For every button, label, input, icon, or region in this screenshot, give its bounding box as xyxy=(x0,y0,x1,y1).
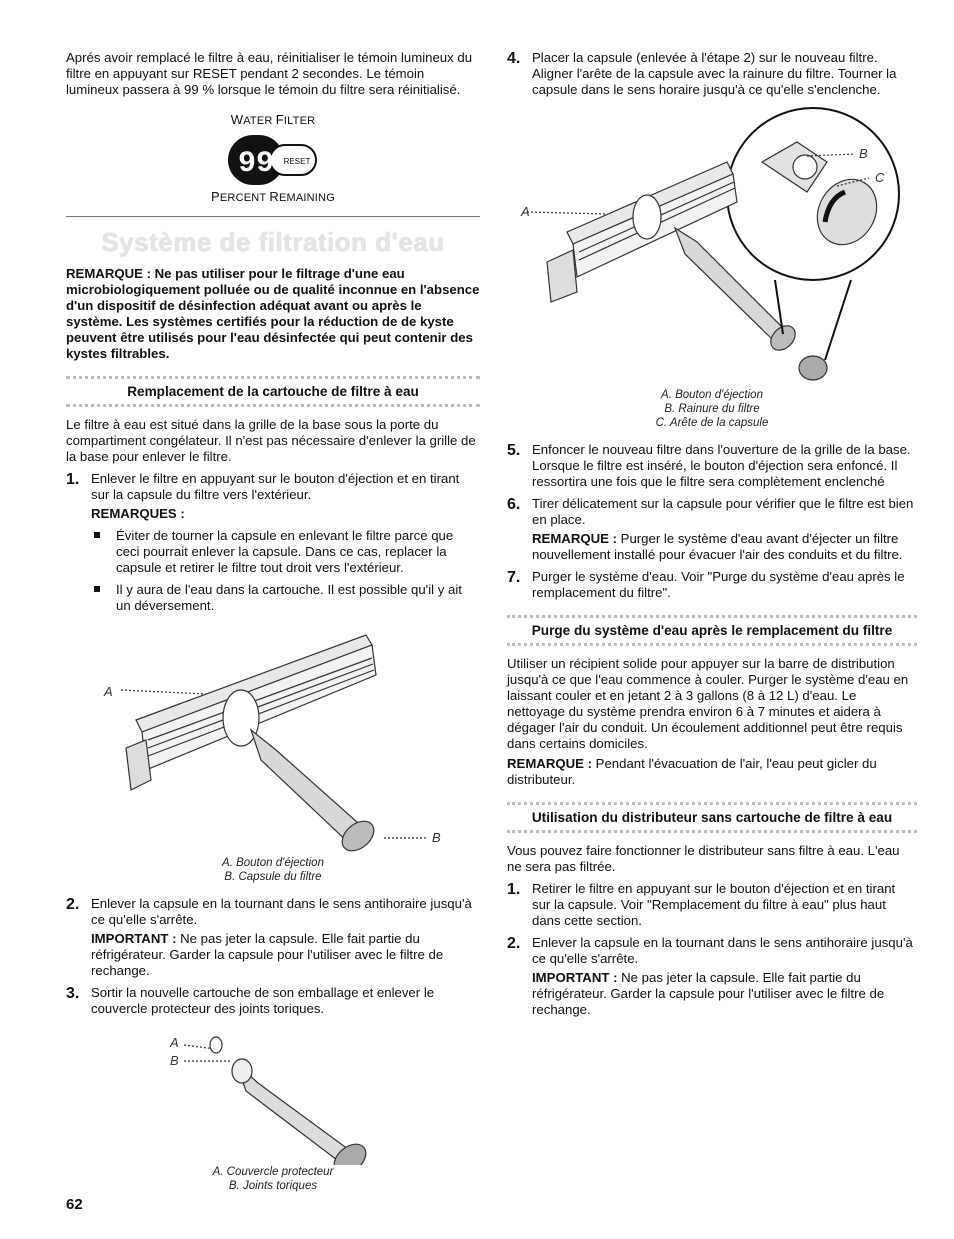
filter-status-display xyxy=(208,131,338,189)
step-3 xyxy=(66,985,480,1017)
reset-button[interactable]: RESET xyxy=(283,157,311,166)
purge-paragraph: Utiliser un récipient solide pour appuyer sur la barre de distribution jusqu'à ce que l'eau commence à couler. Purger le système d'eau en laissant couler et en jetant 2 à 3 gallons (8 à 12 L) d'eau. Le nettoyage du système prendra environ 6 à 7 minutes et aidera à dégager l'air du conduit. Un écoulement additionnel peut être requis dans certains domiciles. xyxy=(507,656,909,751)
figure-caption: A. Bouton d'éjection xyxy=(222,857,324,869)
figure-caption: A. Bouton d'éjection xyxy=(661,389,763,401)
figure-caption: B. Rainure du filtre xyxy=(664,403,760,415)
capsule-alignment-illustration xyxy=(507,102,917,384)
step-4 xyxy=(507,50,917,98)
section-divider xyxy=(66,216,480,217)
step-5 xyxy=(507,442,917,490)
step-text: Enlever le filtre en appuyant sur le bouton d'éjection et en tirant sur la capsule du filtre vers l'extérieur. xyxy=(91,471,460,502)
step-text: Tirer délicatement sur la capsule pour vérifier que le filtre est bien en place. xyxy=(532,496,914,527)
water-filter-label: WATER FILTER xyxy=(230,112,316,127)
remark-note: REMARQUE : Pendant l'évacuation de l'air, l'eau peut gicler du distributeur. xyxy=(507,756,877,787)
digit-display: 99 xyxy=(237,147,275,181)
percent-remaining-label: PERCENT REMAINING xyxy=(211,189,335,204)
figure-label-b: B xyxy=(432,830,441,845)
step-2 xyxy=(66,896,480,928)
step-text: Enlever la capsule en la tournant dans le sens antihoraire jusqu'à ce qu'elle s'arrête. xyxy=(532,935,913,966)
figure-label-b: B xyxy=(859,146,868,161)
section-title: Système de filtration d'eau xyxy=(101,227,445,257)
step-1 xyxy=(507,881,917,929)
remarks-label: REMARQUES : xyxy=(91,506,185,521)
step-number: 3. xyxy=(66,985,80,1002)
remark-note: REMARQUE : Purger le système d'eau avant d'éjecter un filtre nouvellement installé pour évacuer l'air des conduits et du filtre. xyxy=(532,531,903,562)
left-column xyxy=(66,50,480,1193)
figure-caption: B. Capsule du filtre xyxy=(224,871,322,883)
figure-label-a: A xyxy=(170,1035,179,1050)
filter-removal-illustration xyxy=(66,620,480,856)
step-text: Enlever la capsule en la tournant dans le sens antihoraire jusqu'à ce qu'elle s'arrête. xyxy=(91,896,472,927)
step-number: 1. xyxy=(507,881,521,898)
step-number: 1. xyxy=(66,471,80,488)
figure-label-a: A xyxy=(521,204,530,219)
step-text: Sortir la nouvelle cartouche de son emballage et enlever le couvercle protecteur des joints toriques. xyxy=(91,985,435,1016)
step-text: Enfoncer le nouveau filtre dans l'ouverture de la grille de la base. Lorsque le filtre est inséré, le bouton d'éjection sera enfoncé. Il ressortira une fois que le filtre sera complètement enclenché xyxy=(532,442,911,489)
step-number: 2. xyxy=(66,896,80,913)
location-paragraph: Le filtre à eau est situé dans la grille de la base sous la porte du compartiment congélateur. Il n'est pas nécessaire d'enlever la grille de la base pour enlever le filtre. xyxy=(66,417,476,464)
bullet-text: Il y aura de l'eau dans la cartouche. Il est possible qu'il y ait un déversement. xyxy=(116,582,462,613)
step-number: 2. xyxy=(507,935,521,952)
subheading-purge: Purge du système d'eau après le remplacement du filtre xyxy=(507,615,917,646)
step-1 xyxy=(66,471,480,503)
new-cartridge-illustration xyxy=(66,1025,480,1165)
figure-caption: B. Joints toriques xyxy=(228,1180,318,1192)
bullet-text: Éviter de tourner la capsule en enlevant le filtre parce que ceci pourrait enlever la capsule. Dans ce cas, replacer la capsule et retirer le filtre tout droit vers l'extérieur. xyxy=(116,528,454,575)
figure-label-a: A xyxy=(104,684,113,699)
subheading-replacement: Remplacement de la cartouche de filtre à eau xyxy=(66,376,480,407)
step-7 xyxy=(507,569,917,601)
step-number: 6. xyxy=(507,496,521,513)
step-number: 7. xyxy=(507,569,521,586)
no-filter-paragraph: Vous pouvez faire fonctionner le distributeur sans filtre à eau. L'eau ne sera pas filtrée. xyxy=(507,843,900,874)
page-number: 62 xyxy=(66,1196,83,1213)
step-text: Retirer le filtre en appuyant sur le bouton d'éjection et en tirant sur la capsule. Voir "Remplacement du filtre à eau" plus haut dans cette section. xyxy=(532,881,896,928)
step-number: 4. xyxy=(507,50,521,67)
important-note: IMPORTANT : Ne pas jeter la capsule. Elle fait partie du réfrigérateur. Garder la capsule pour l'utiliser avec le filtre de rechange. xyxy=(91,931,444,978)
figure-caption: C. Arête de la capsule xyxy=(655,417,769,429)
important-note: IMPORTANT : Ne pas jeter la capsule. Elle fait partie du réfrigérateur. Garder la capsule pour l'utiliser avec le filtre de rechange. xyxy=(532,970,885,1017)
bullet-item xyxy=(91,582,480,614)
figure-label-c: C xyxy=(875,170,885,185)
warning-note: REMARQUE : Ne pas utiliser pour le filtrage d'une eau microbiologiquement polluée ou de qualité inconnue en l'absence d'un dispositif de désinfection adéquat avant ou après le système. Les systèmes certifiés pour la réduction de de kyste peuvent être utilisés pour l'eau désinfectée qui peut contenir des kystes filtrables. xyxy=(66,266,480,361)
step-number: 5. xyxy=(507,442,521,459)
subheading-no-cartridge: Utilisation du distributeur sans cartouche de filtre à eau xyxy=(507,802,917,833)
bullet-icon xyxy=(94,586,100,592)
step-2 xyxy=(507,935,917,967)
bullet-icon xyxy=(94,532,100,538)
figure-caption: A. Couvercle protecteur xyxy=(212,1166,334,1178)
step-text: Placer la capsule (enlevée à l'étape 2) sur le nouveau filtre. Aligner l'arête de la capsule avec la rainure du filtre. Tourner la capsule dans le sens horaire jusqu'à ce qu'elle s'enclenche. xyxy=(532,50,897,97)
step-6 xyxy=(507,496,917,528)
figure-label-b: B xyxy=(170,1053,179,1068)
intro-paragraph: Aprés avoir remplacé le filtre à eau, réinitialiser le témoin lumineux du filtre en appuyant sur RESET pendant 2 secondes. Le témoin lumineux passera à 99 % lorsque le témoin du filtre sera réinitialisé. xyxy=(66,50,473,97)
step-text: Purger le système d'eau. Voir "Purge du système d'eau après le remplacement du filtre". xyxy=(532,569,905,600)
bullet-item xyxy=(91,528,480,576)
right-column xyxy=(507,50,917,1018)
